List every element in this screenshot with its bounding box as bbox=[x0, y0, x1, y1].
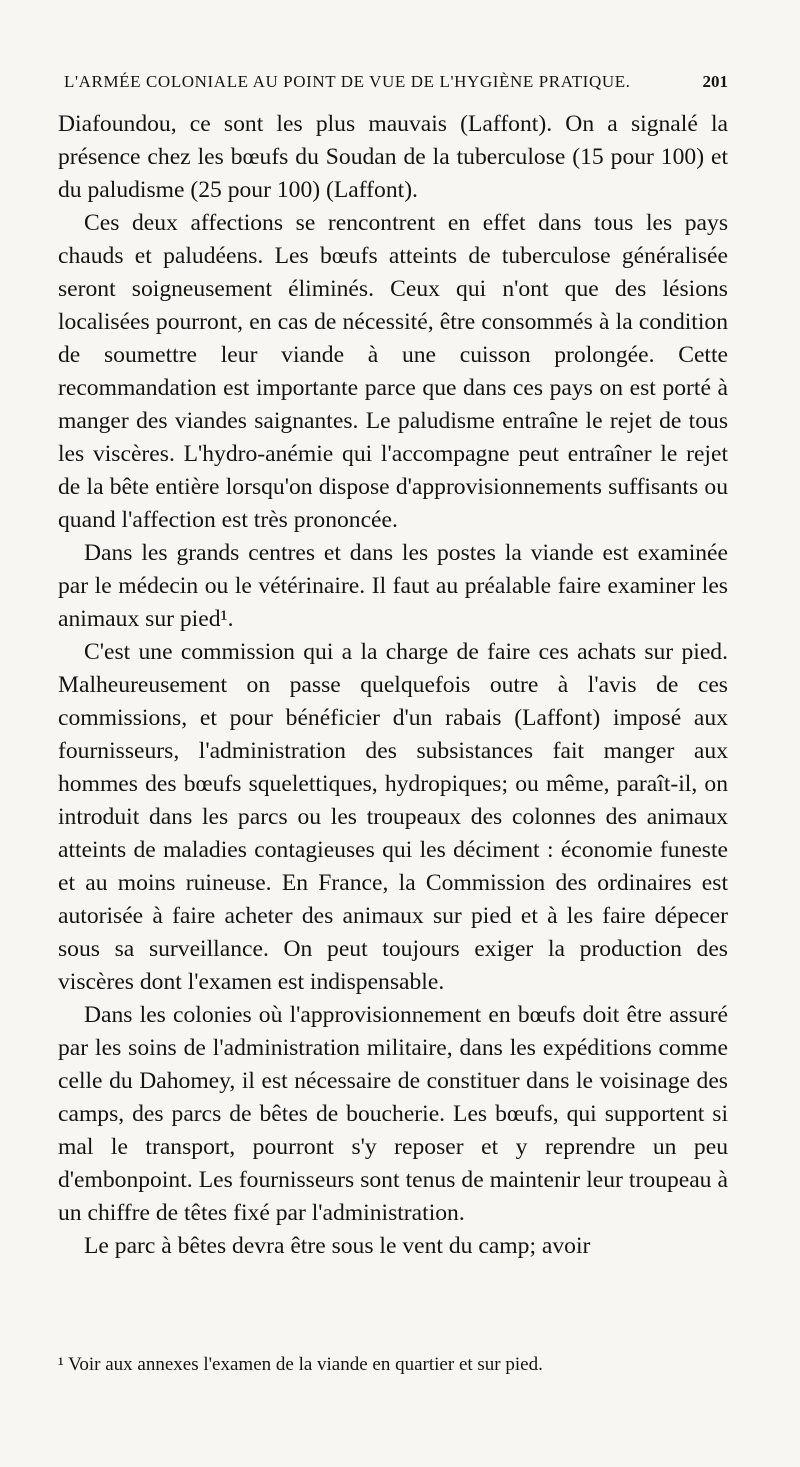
paragraph-1: Diafoundou, ce sont les plus mauvais (Laffont). On a signalé la présence chez les bœufs du Soudan de la tuberculose (15 pour 100) et du paludisme (25 pour 100) (Laffont). bbox=[58, 111, 728, 203]
paragraph-3: Dans les grands centres et dans les postes la viande est examinée par le médecin ou le vétérinaire. Il faut au préalable faire examiner les animaux sur pied¹. bbox=[58, 540, 728, 632]
paragraph-4: C'est une commission qui a la charge de faire ces achats sur pied. Malheureusement on passe quelquefois outre à l'avis de ces commissions, et pour bénéficier d'un rabais (Laffont) imposé aux fournisseurs, l'administration des subsistances fait manger aux hommes des bœufs squelettiques, hydropiques; ou même, paraît-il, on introduit dans les parcs ou les troupeaux des colonnes des animaux atteints de maladies contagieuses qui les déciment : économie funeste et au moins ruineuse. En France, la Commission des ordinaires est autorisée à faire acheter des animaux sur pied et à les faire dépecer sous sa surveillance. On peut toujours exiger la production des viscères dont l'examen est indispensable. bbox=[58, 639, 728, 995]
footnote: ¹ Voir aux annexes l'examen de la viande en quartier et sur pied. bbox=[58, 1354, 543, 1375]
paragraph-5: Dans les colonies où l'approvisionnement en bœufs doit être assuré par les soins de l'administration militaire, dans les expéditions comme celle du Dahomey, il est nécessaire de constituer dans le voisinage des camps, des parcs de bêtes de boucherie. Les bœufs, qui supportent si mal le transport, pourront s'y reposer et y reprendre un peu d'embonpoint. Les fournisseurs sont tenus de maintenir leur troupeau à un chiffre de têtes fixé par l'administration. bbox=[58, 1002, 728, 1226]
paragraph-2: Ces deux affections se rencontrent en effet dans tous les pays chauds et paludéens. Les bœufs atteints de tuberculose généralisée seront soigneusement éliminés. Ceux qui n'ont que des lésions localisées pourront, en cas de nécessité, être consommés à la condition de soumettre leur viande à une cuisson prolongée. Cette recommandation est importante parce que dans ces pays on est porté à manger des viandes saignantes. Le paludisme entraîne le rejet de tous les viscères. L'hydro-anémie qui l'accompagne peut entraîner le rejet de la bête entière lorsqu'on dispose d'approvisionnements suffisants ou quand l'affection est très prononcée. bbox=[58, 210, 728, 533]
running-title: L'ARMÉE COLONIALE AU POINT DE VUE DE L'HYGIÈNE PRATIQUE. bbox=[64, 72, 631, 91]
paragraph-6: Le parc à bêtes devra être sous le vent du camp; avoir bbox=[84, 1233, 591, 1259]
body-text bbox=[58, 108, 728, 1263]
running-header bbox=[58, 72, 728, 92]
page-number: 201 bbox=[702, 72, 728, 91]
